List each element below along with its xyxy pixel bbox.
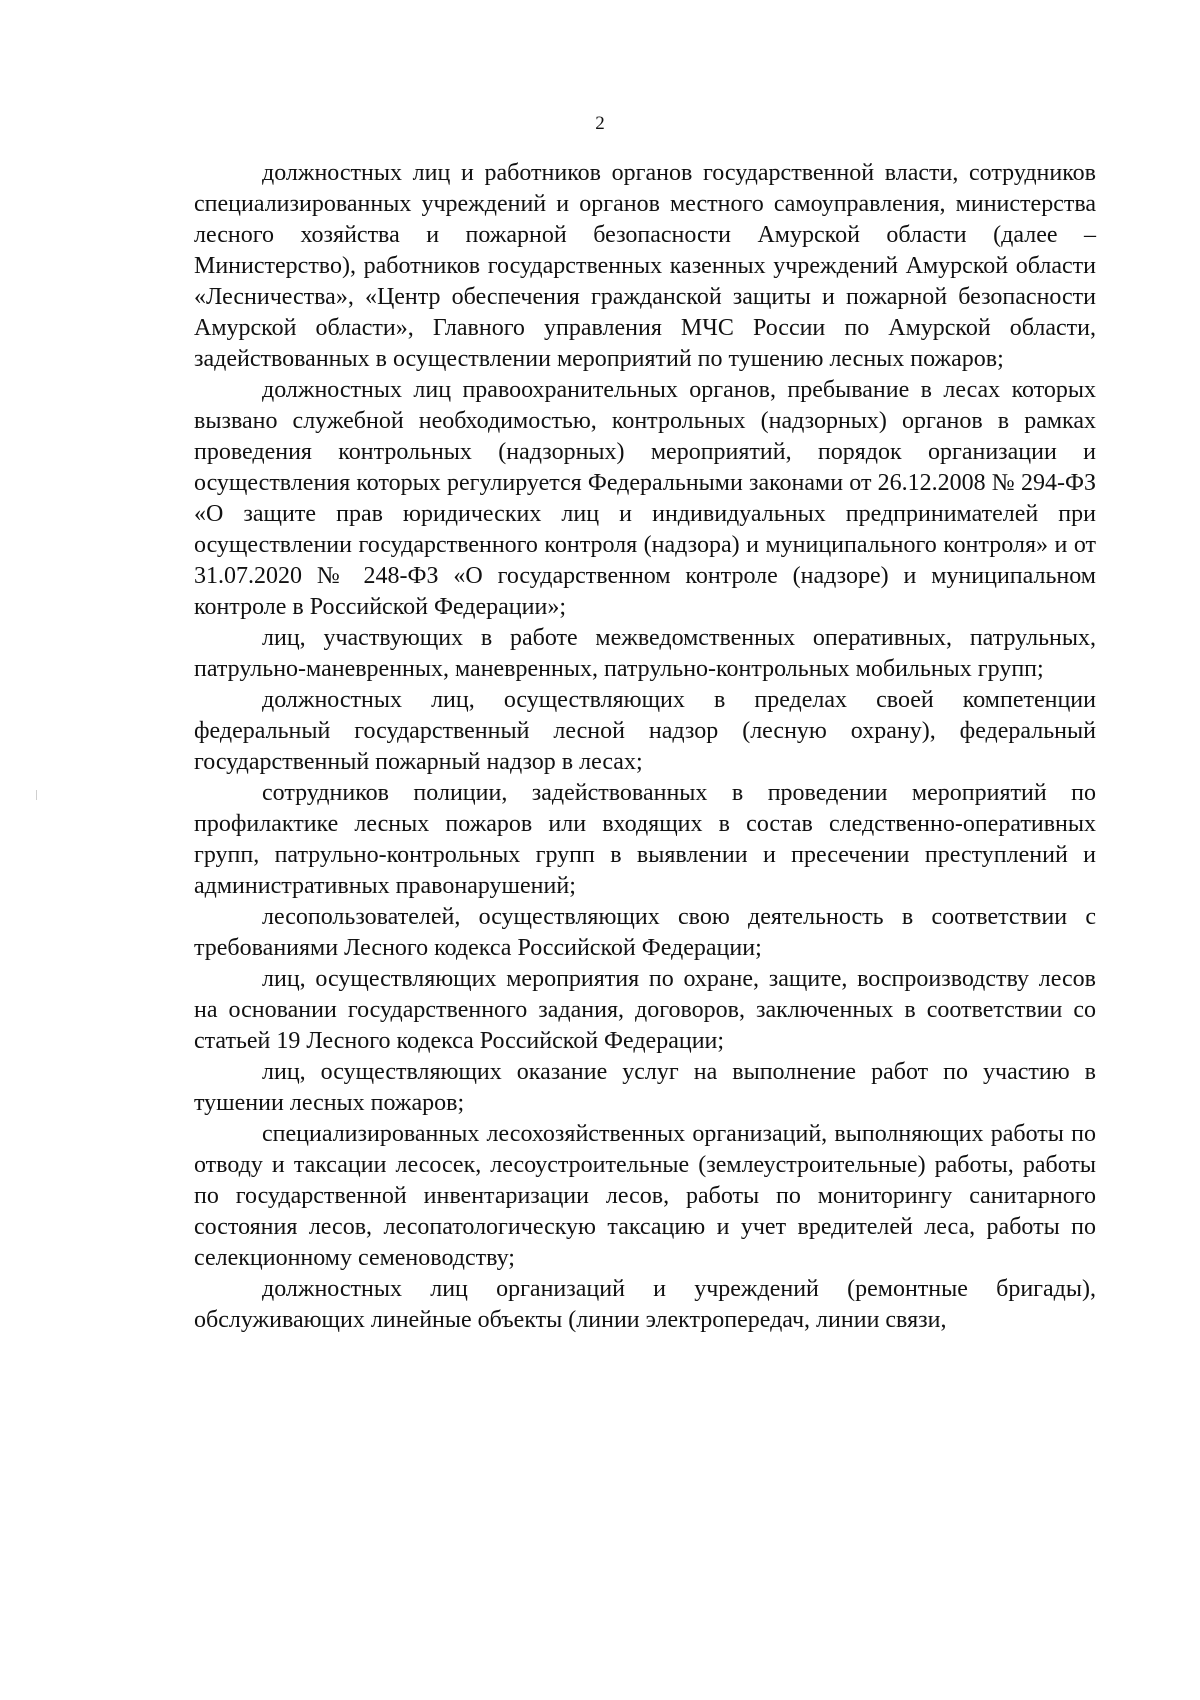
paragraph-forest-users: лесопользователей, осуществляющих свою деятельность в соответствии с требованиями Лесного кодекса Российской Федерации; — [194, 904, 1096, 961]
paragraph-mobile-groups: лиц, участвующих в работе межведомственных оперативных, патрульных, патрульно-маневренных, маневренных, патрульно-контрольных мобильных групп; — [194, 625, 1096, 682]
paragraph-forest-supervision: должностных лиц, осуществляющих в пределах своей компетенции федеральный государственный лесной надзор (лесную охрану), федеральный государственный пожарный надзор в лесах; — [194, 687, 1096, 775]
paragraph-state-officials: должностных лиц и работников органов государственной власти, сотрудников специализированных учреждений и органов местного самоуправления, министерства лесного хозяйства и пожарной безопасности Амурской области (далее – Министерство), работников государственных казенных учреждений Амурской области «Лесничества», «Центр обеспечения гражданской защиты и пожарной безопасности Амурской области», Главного управления МЧС России по Амурской области, задействованных в осуществлении мероприятий по тушению лесных пожаров; — [194, 160, 1096, 372]
paragraph-firefighting-services: лиц, осуществляющих оказание услуг на выполнение работ по участию в тушении лесных пожаров; — [194, 1059, 1096, 1116]
page-number: 2 — [595, 113, 605, 134]
paragraph-police: сотрудников полиции, задействованных в проведении мероприятий по профилактике лесных пожаров или входящих в состав следственно-оперативных групп, патрульно-контрольных групп в выявлении и пресечении преступлений и административных правонарушений; — [194, 780, 1096, 899]
paragraph-specialized-organizations: специализированных лесохозяйственных организаций, выполняющих работы по отводу и таксации лесосек, лесоустроительные (землеустроительные) работы, работы по государственной инвентаризации лесов, работы по мониторингу санитарного состояния лесов, лесопатологическую таксацию и учет вредителей леса, работы по селекционному семеноводству; — [194, 1121, 1096, 1271]
paragraph-law-enforcement: должностных лиц правоохранительных органов, пребывание в лесах которых вызвано служебной необходимостью, контрольных (надзорных) органов в рамках проведения контрольных (надзорных) мероприятий, порядок организации и осуществления которых регулируется Федеральными законами от 26.12.2008 № 294-ФЗ «О защите прав юридических лиц и индивидуальных предпринимателей при осуществлении государственного контроля (надзора) и муниципального контроля» и от 31.07.2020 № 248-ФЗ «О государственном контроле (надзоре) и муниципальном контроле в Российской Федерации»; — [194, 377, 1096, 620]
scan-margin-mark — [36, 790, 37, 800]
paragraph-linear-objects: должностных лиц организаций и учреждений (ремонтные бригады), обслуживающих линейные объекты (линии электропередач, линии связи, — [194, 1276, 1096, 1333]
document-body — [194, 158, 1096, 1336]
paragraph-forest-protection: лиц, осуществляющих мероприятия по охране, защите, воспроизводству лесов на основании государственного задания, договоров, заключенных в соответствии со статьей 19 Лесного кодекса Российской Федерации; — [194, 966, 1096, 1054]
